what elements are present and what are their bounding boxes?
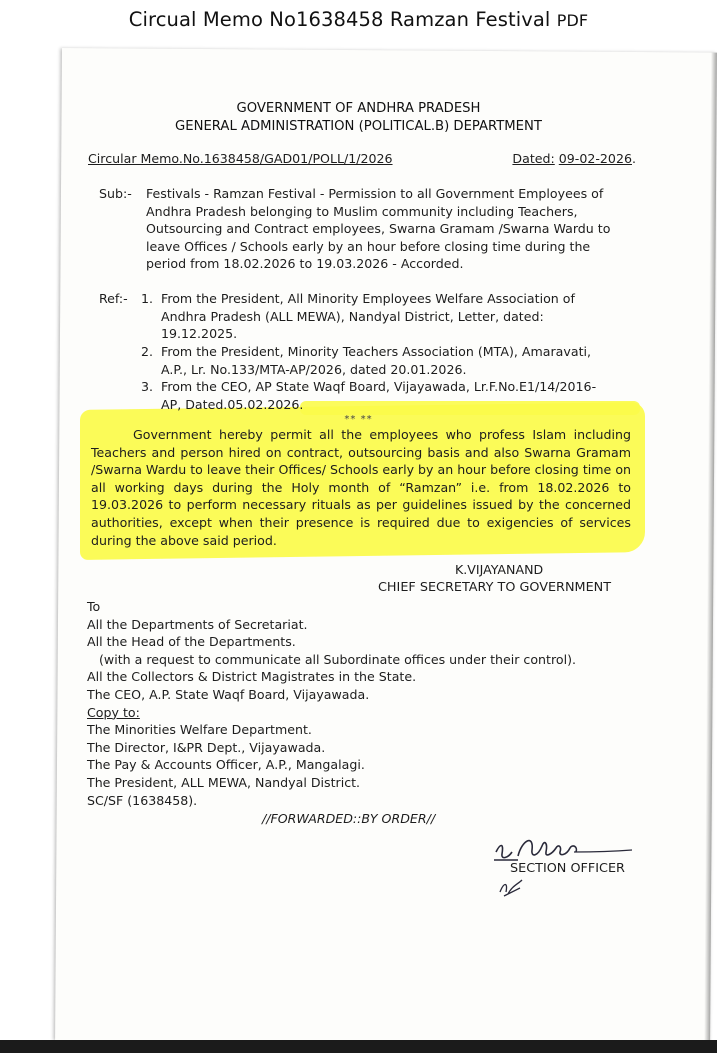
reference-line: From the President, Minority Teachers Association (MTA), Amaravati, [161,344,592,359]
forwarded-by-order: //FORWARDED::BY ORDER// [262,811,436,826]
separator-stars: ** ** [344,414,373,425]
memo-date-value: 09-02-2026 [558,151,632,166]
references-label: Ref:- [99,291,128,306]
handwritten-initials [496,876,526,898]
to-line: All the Departments of Secretariat. [87,616,308,632]
reference-line: 19.12.2025. [161,326,238,342]
distribution-list [87,598,576,809]
subject-text [146,185,616,273]
paper-edge-shadow [704,53,717,1045]
bottom-bar [0,1040,717,1053]
body-line: Teachers and person hired on contract, outsourcing basis and also Swarna Gramam [91,444,631,460]
subject-line: period from 18.02.2026 to 19.03.2026 - Accorded. [146,256,464,272]
government-heading [0,100,717,136]
banner-pdf-label: PDF [556,11,589,30]
body-line: during the above said period. [91,532,277,548]
reference-line: Andhra Pradesh (ALL MEWA), Nandyal District, Letter, dated: [161,308,544,324]
to-line: The CEO, A.P. State Waqf Board, Vijayawada. [87,686,370,702]
reference-line: AP, Dated.05.02.2026. [161,396,304,412]
reference-item-3 [161,378,613,413]
subject-line: Festivals - Ramzan Festival - Permission to all Government Employees of [146,186,604,201]
memo-number: Circular Memo.No.1638458/GAD01/POLL/1/2026 [88,151,393,166]
reference-line: From the CEO, AP State Waqf Board, Vijayawada, Lr.F.No.E1/14/2016- [161,379,597,394]
reference-number: 3. [141,379,154,394]
copy-to-label: Copy to: [87,704,140,720]
to-line: All the Head of the Departments. [87,634,296,650]
reference-number: 2. [141,344,154,359]
banner-title [0,8,717,31]
copy-line: The Minorities Welfare Department. [87,722,312,738]
order-paragraph [91,426,631,549]
reference-line: From the President, All Minority Employees Welfare Association of [161,291,575,306]
copy-line: SC/SF (1638458). [87,792,198,808]
memo-date-period: . [631,151,636,166]
subject-line: leave Offices / Schools early by an hour before closing time during the [146,238,591,254]
signatory-name: K.VIJAYANAND [455,562,544,577]
body-line: Government hereby permit all the employees who profess Islam including [133,427,631,442]
reference-item-2 [161,343,613,378]
reference-number: 1. [141,291,154,306]
banner-title-text: Circual Memo No1638458 Ramzan Festival [128,8,551,31]
section-officer-label: SECTION OFFICER [510,861,625,876]
to-line: All the Collectors & District Magistrates in the State. [87,669,417,685]
reference-item-1 [161,290,613,343]
subject-label: Sub:- [99,186,132,201]
reference-line: A.P., Lr. No.133/MTA-AP/2026, dated 20.01.2026. [161,361,467,377]
copy-line: The Pay & Accounts Officer, A.P., Mangalagi. [87,757,365,773]
to-label: To [87,599,101,614]
heading-line-1: GOVERNMENT OF ANDHRA PRADESH [236,101,481,116]
body-line: 19.03.2026 to perform necessary rituals as per guidelines issued by the concerned [91,497,631,513]
heading-line-2: GENERAL ADMINISTRATION (POLITICAL.B) DEPARTMENT [175,119,542,134]
memo-date [512,150,636,168]
to-line: (with a request to communicate all Subordinate offices under their control). [99,651,576,667]
memo-date-label: Dated: [512,151,555,166]
subject-line: Outsourcing and Contract employees, Swarna Gramam /Swarna Wardu to [146,221,611,237]
body-line: on all working days during the Holy month of “Ramzan” i.e. from 18.02.2026 to [91,462,631,495]
copy-line: The Director, I&PR Dept., Vijayawada. [87,739,326,755]
signatory-designation: CHIEF SECRETARY TO GOVERNMENT [378,580,612,595]
body-line: authorities, except when their presence is required due to exigencies of services [91,514,631,530]
copy-line: The President, ALL MEWA, Nandyal District. [87,774,361,790]
body-line: /Swarna Wardu to leave their Offices/ Schools early by an hour before closing time [91,462,612,478]
subject-line: Andhra Pradesh belonging to Muslim community including Teachers, [146,203,578,219]
